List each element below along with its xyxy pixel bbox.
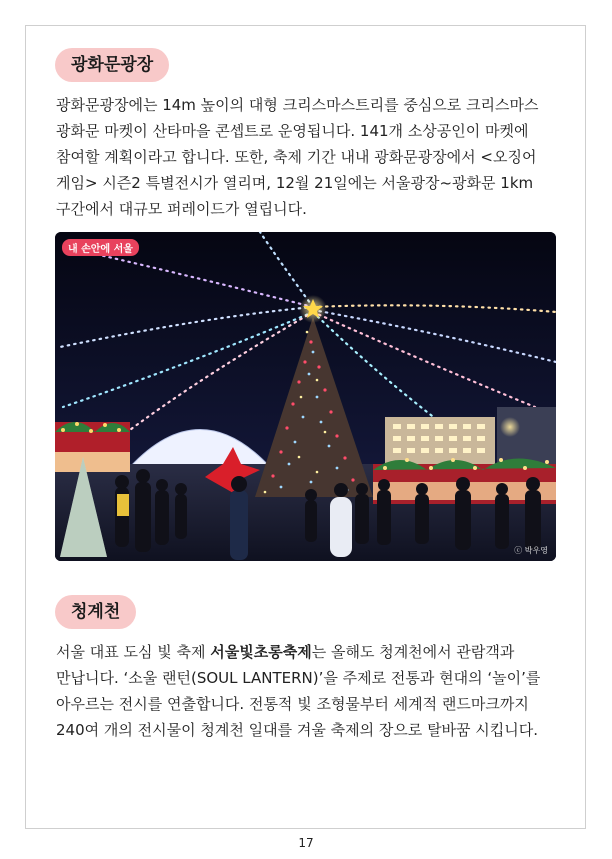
christmas-tree-illustration (55, 232, 556, 561)
christmas-tree-photo (55, 232, 556, 561)
festival-name-bold: 서울빛초롱축제 (210, 643, 312, 661)
paragraph-text-end: 는 올해도 청계천에서 관람객과 만납니다. ‘소울 랜턴(SOUL LANTERN)’을 주제로 전통과 현대의 ‘놀이’를 아우르는 전시를 연출합니다. 전통적 빛 조형물부터 세계적 랜드마크까지 240여 개의 전시물이 청계천 일대를 겨울 축제의 장으로 탈바꿈 시킵니다. (56, 643, 541, 739)
section-paragraph-gwanghwamun: 광화문광장에는 14m 높이의 대형 크리스마스트리를 중심으로 크리스마스 광화문 마켓이 산타마을 콘셉트로 운영됩니다. 141개 소상공인이 마켓에 참여할 계획이라고 합니다. 또한, 축제 기간 내내 광화문광장에서 <오징어 게임> 시즌2 특별전시가 열리며, 12월 21일에는 서울광장~광화문 1km 구간에서 대규모 퍼레이드가 열립니다. (56, 96, 539, 218)
section-title-cheonggyecheon: 청계천 (55, 595, 136, 629)
section-title-gwanghwamun: 광화문광장 (55, 48, 169, 82)
photo-logo: 내 손안에 서울 (62, 239, 139, 256)
paragraph-text-start: 서울 대표 도심 빛 축제 (56, 643, 211, 661)
photo-credit: ⓒ 박우영 (514, 546, 548, 555)
section-paragraph-cheonggyecheon (56, 639, 561, 743)
page-number: 17 (298, 836, 314, 850)
